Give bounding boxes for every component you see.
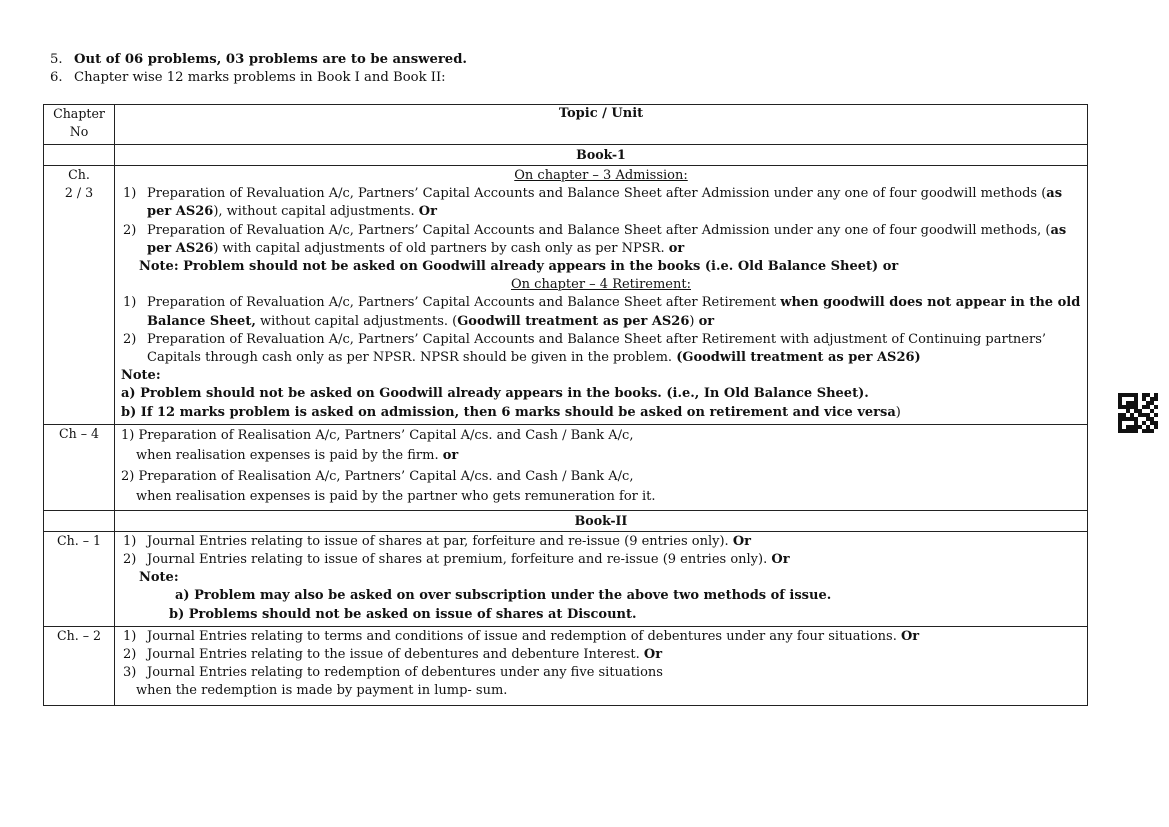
retirement-item-2: 2) Preparation of Revaluation A/c, Partners’ Capital Accounts and Balance Sheet after Retirement with adjustment of Continuing partners’ Capitals through cash only as per NPSR. NPSR should be given in the problem. (Goodwill treatment as per AS26)	[123, 331, 1047, 366]
ch4-item-2-line-2: when realisation expenses is paid by the partner who gets remuneration for it.	[136, 489, 656, 505]
book1-row	[44, 145, 1088, 166]
table-header-row	[44, 105, 1088, 145]
retirement-item-1: 1) Preparation of Revaluation A/c, Partners’ Capital Accounts and Balance Sheet after Retirement when goodwill does not appear in the old Balance Sheet, without capital adjustments. (Goodwill treatment as per AS26) or	[123, 295, 1081, 329]
table-row-ch1	[44, 531, 1088, 626]
admission-note: Note: Problem should not be asked on Goodwill already appears in the books (i.e. Old Balance Sheet) or	[139, 259, 899, 275]
admission-item-2: 2) Preparation of Revaluation A/c, Partners’ Capital Accounts and Balance Sheet after Admission under any one of four goodwill methods, (as per AS26) with capital adjustments of old partners by cash only as per NPSR. or	[123, 222, 1067, 256]
ch1-item-1: 1) Journal Entries relating to issue of shares at par, forfeiture and re-issue (9 entries only). Or	[123, 533, 751, 549]
table-row-ch2-3	[44, 166, 1088, 425]
table-row-ch2	[44, 626, 1088, 705]
instruction-6: 6. Chapter wise 12 marks problems in Book I and Book II:	[50, 70, 446, 85]
instructions-list	[50, 51, 467, 87]
instruction-5: 5. Out of 06 problems, 03 problems are to be answered.	[50, 52, 468, 67]
topic-cell-ch2	[115, 626, 1088, 705]
retirement-note-a: a) Problem should not be asked on Goodwill already appears in the books. (i.e., In Old Balance Sheet).	[121, 386, 869, 402]
ch4-item-1-line-1: 1) Preparation of Realisation A/c, Partners’ Capital A/cs. and Cash / Bank A/c,	[121, 427, 634, 443]
admission-item-1: 1) Preparation of Revaluation A/c, Partners’ Capital Accounts and Balance Sheet after Admission under any one of four goodwill methods (as per AS26), without capital adjustments. Or	[123, 186, 1063, 220]
book1-label: Book-1	[115, 145, 1088, 166]
chapter-cell-ch4: Ch – 4	[44, 424, 115, 510]
syllabus-table	[43, 104, 1088, 706]
qr-code-icon	[1118, 393, 1158, 433]
book2-label: Book-II	[115, 510, 1088, 531]
topic-cell-ch4	[115, 424, 1088, 510]
ch1-note-a: a) Problem may also be asked on over subscription under the above two methods of issue.	[175, 588, 832, 604]
retirement-note-label: Note:	[121, 368, 161, 384]
admission-heading: On chapter – 3 Admission:	[514, 168, 688, 183]
ch1-note-label: Note:	[139, 570, 179, 586]
ch2-item-1: 1) Journal Entries relating to terms and conditions of issue and redemption of debentures under any four situations. Or	[123, 628, 920, 644]
table-row-ch4	[44, 424, 1088, 510]
retirement-note-b: b) If 12 marks problem is asked on admission, then 6 marks should be asked on retirement and vice versa)	[121, 404, 901, 420]
chapter-cell-ch2: Ch. – 2	[44, 626, 115, 705]
topic-unit-header: Topic / Unit	[115, 105, 1088, 145]
retirement-heading: On chapter – 4 Retirement:	[511, 277, 691, 293]
chapter-cell-ch1: Ch. – 1	[44, 531, 115, 626]
chapter-no-header: Chapter No	[44, 105, 115, 145]
ch1-item-2: 2) Journal Entries relating to issue of shares at premium, forfeiture and re-issue (9 entries only). Or	[123, 552, 790, 568]
chapter-cell-ch2-3: Ch. 2 / 3	[44, 166, 115, 425]
ch2-item-2: 2) Journal Entries relating to the issue of debentures and debenture Interest. Or	[123, 647, 663, 663]
ch1-note-b: b) Problems should not be asked on issue of shares at Discount.	[169, 606, 637, 622]
ch2-item-3-line-2: when the redemption is made by payment in lump- sum.	[136, 683, 508, 699]
topic-cell-ch2-3	[115, 166, 1088, 425]
ch2-item-3: 3) Journal Entries relating to redemption of debentures under any five situations	[123, 665, 663, 681]
ch4-item-1-line-2: when realisation expenses is paid by the firm. or	[136, 448, 459, 464]
ch4-item-2-line-1: 2) Preparation of Realisation A/c, Partners’ Capital A/cs. and Cash / Bank A/c,	[121, 468, 634, 484]
topic-cell-ch1	[115, 531, 1088, 626]
book2-row	[44, 510, 1088, 531]
